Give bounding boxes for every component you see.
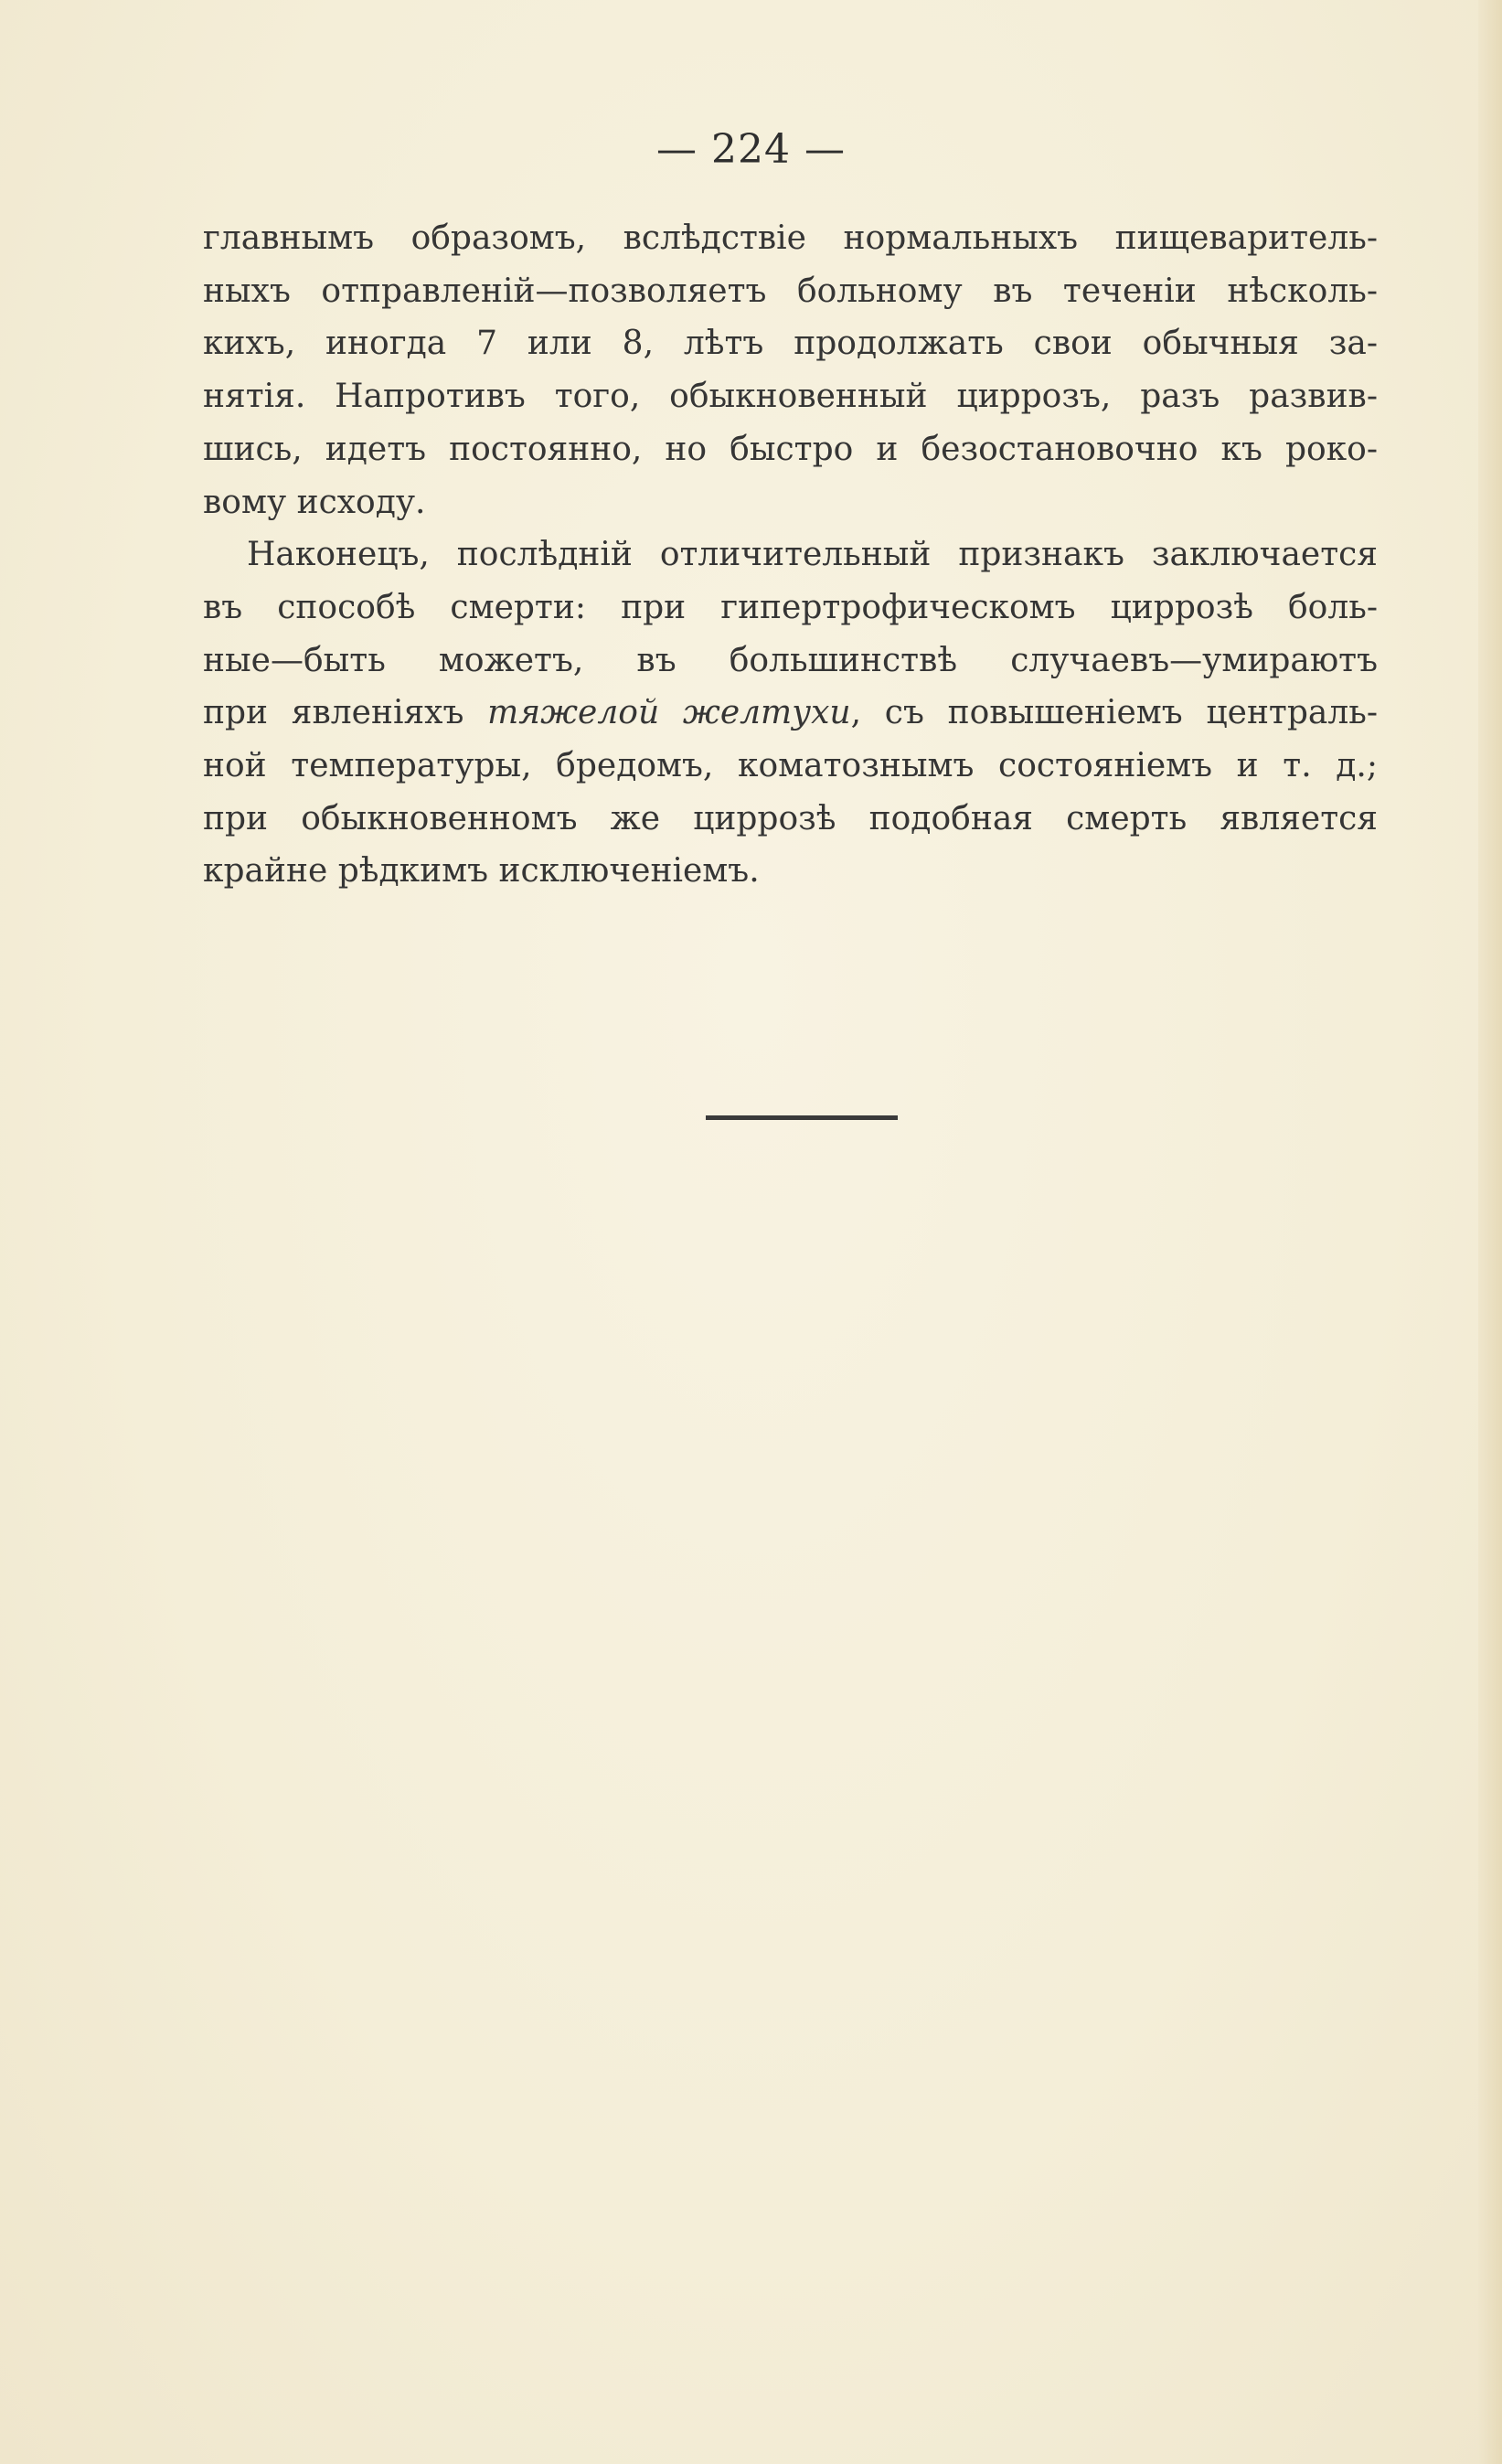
- text-line: въ способѣ смерти: при гипертрофическомъ циррозѣ боль-: [203, 588, 1378, 626]
- page-edge-shadow: [1478, 0, 1502, 2464]
- section-end-rule: [706, 1115, 898, 1120]
- text-line: главнымъ образомъ, вслѣдствіе нормальныхъ пищеваритель-: [203, 219, 1378, 257]
- text-segment: , съ повышеніемъ централь-: [850, 694, 1378, 732]
- text-line: кихъ, иногда 7 или 8, лѣтъ продолжать свои обычныя за-: [203, 325, 1378, 363]
- text-line: ныхъ отправленій—позволяетъ больному въ теченіи нѣсколь-: [203, 272, 1378, 310]
- text-line: ной температуры, бредомъ, коматознымъ состояніемъ и т. д.;: [203, 747, 1378, 785]
- text-line: нятія. Напротивъ того, обыкновенный циррозъ, разъ развив-: [203, 378, 1378, 416]
- page-number: — 224 —: [656, 126, 846, 173]
- text-line: вому исходу.: [203, 483, 426, 521]
- text-line: крайне рѣдкимъ исключеніемъ.: [203, 852, 760, 891]
- body-text: [203, 212, 1378, 898]
- text-line: шись, идетъ постоянно, но быстро и безостановочно къ роко-: [203, 430, 1378, 468]
- text-line: при обыкновенномъ же циррозѣ подобная смерть является: [203, 799, 1378, 837]
- emphasized-term: тяжелой желтухи: [487, 694, 851, 732]
- paragraph-1: [203, 212, 1378, 528]
- paragraph-2: [203, 528, 1378, 898]
- text-line: ные—быть можетъ, въ большинствѣ случаевъ—умираютъ: [203, 641, 1378, 679]
- text-line: Наконецъ, послѣдній отличительный признакъ заключается: [247, 536, 1378, 574]
- text-segment: при явленіяхъ: [203, 694, 488, 732]
- text-line-with-emphasis: [203, 687, 1378, 740]
